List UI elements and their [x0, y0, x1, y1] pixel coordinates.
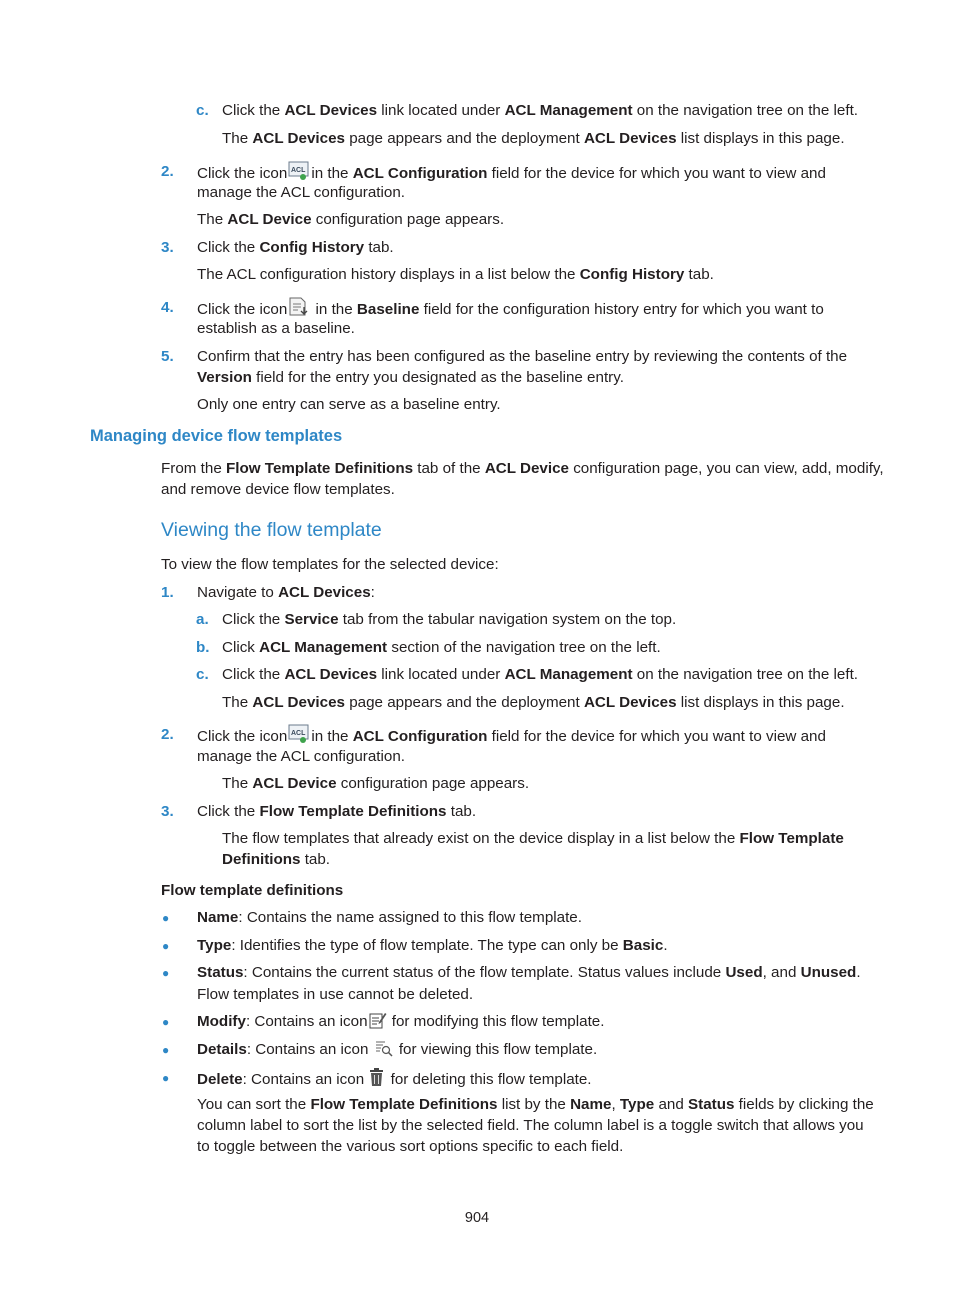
step-number-2: 2.	[161, 726, 174, 743]
step-5-text: Confirm that the entry has been configured as the baseline entry by reviewing the contents of the	[197, 348, 848, 365]
step-number-3: 3.	[161, 239, 174, 256]
step-marker-b: b.	[196, 639, 210, 656]
definition-details: Details: Contains an icon for viewing this flow template.	[197, 1039, 597, 1063]
view-step-2-text: Click the icon ACL in the ACL Configuration field for the device for which you want to view and	[197, 724, 826, 750]
step-2-text-line2: manage the ACL configuration.	[197, 184, 405, 201]
modify-icon	[369, 1011, 387, 1035]
view-step-a-text: Click the Service tab from the tabular navigation system on the top.	[222, 611, 677, 628]
section-intro-line2: and remove device flow templates.	[161, 481, 395, 498]
step-marker-c: c.	[196, 102, 209, 119]
sort-paragraph-line2: column label to sort the list by the selected field. The column label is a toggle switch that allows you	[197, 1117, 864, 1134]
subsection-intro: To view the flow templates for the selected device:	[161, 556, 499, 573]
view-step-1-text: Navigate to ACL Devices:	[197, 584, 375, 601]
bullet: ●	[162, 939, 170, 953]
step-4-text: Click the icon in the Baseline field for the configuration history entry for which you want to	[197, 297, 824, 323]
details-icon	[374, 1039, 394, 1063]
section-heading: Managing device flow templates	[90, 427, 343, 445]
step-2-text: Click the icon ACL in the ACL Configuration field for the device for which you want to view and	[197, 161, 826, 187]
bullet: ●	[162, 1071, 170, 1085]
definition-status-line2: Flow templates in use cannot be deleted.	[197, 986, 474, 1003]
step-4-text-line2: establish as a baseline.	[197, 320, 355, 337]
step-c-result: The ACL Devices page appears and the deployment ACL Devices list displays in this page.	[222, 130, 845, 147]
step-5-text-line2: Version field for the entry you designated as the baseline entry.	[197, 369, 624, 386]
view-step-3-result-line2: Definitions tab.	[222, 851, 331, 868]
bullet: ●	[162, 1015, 170, 1029]
definition-modify: Modify: Contains an icon for modifying this flow template.	[197, 1011, 604, 1035]
definition-status: Status: Contains the current status of the flow template. Status values include Used, and Unused.	[197, 964, 861, 981]
step-number-1: 1.	[161, 584, 174, 601]
step-5-result: Only one entry can serve as a baseline entry.	[197, 396, 501, 413]
view-step-3-text: Click the Flow Template Definitions tab.	[197, 803, 477, 820]
delete-icon	[369, 1067, 385, 1093]
definition-type: Type: Identifies the type of flow template. The type can only be Basic.	[197, 937, 668, 954]
view-step-2-text-line2: manage the ACL configuration.	[197, 748, 405, 765]
step-number-2: 2.	[161, 163, 174, 180]
bullet: ●	[162, 911, 170, 925]
step-number-4: 4.	[161, 299, 174, 316]
step-number-5: 5.	[161, 348, 174, 365]
step-number-3: 3.	[161, 803, 174, 820]
step-3-text: Click the Config History tab.	[197, 239, 394, 256]
page-number: 904	[464, 1210, 490, 1226]
view-step-c-result: The ACL Devices page appears and the deployment ACL Devices list displays in this page.	[222, 694, 845, 711]
bullet: ●	[162, 1043, 170, 1057]
sort-paragraph-line3: to toggle between the various sort options specific to each field.	[197, 1138, 624, 1155]
bullet: ●	[162, 966, 170, 980]
view-step-3-result: The flow templates that already exist on the device display in a list below the Flow Template	[222, 830, 844, 847]
view-step-b-text: Click ACL Management section of the navigation tree on the left.	[222, 639, 661, 656]
definition-name: Name: Contains the name assigned to this flow template.	[197, 909, 582, 926]
step-3-result: The ACL configuration history displays in a list below the Config History tab.	[197, 266, 714, 283]
step-marker-c: c.	[196, 666, 209, 683]
subsection-heading: Viewing the flow template	[161, 519, 382, 541]
step-2-result: The ACL Device configuration page appears.	[197, 211, 505, 228]
view-step-2-result: The ACL Device configuration page appears.	[222, 775, 530, 792]
view-step-c-text: Click the ACL Devices link located under ACL Management on the navigation tree on the left.	[222, 666, 859, 683]
svg-text:ACL: ACL	[291, 730, 306, 737]
definitions-title: Flow template definitions	[161, 882, 344, 899]
step-c-text: Click the ACL Devices link located under ACL Management on the navigation tree on the left.	[222, 102, 859, 119]
section-intro: From the Flow Template Definitions tab of the ACL Device configuration page, you can view, add, modify,	[161, 460, 884, 477]
svg-text:ACL: ACL	[291, 167, 306, 174]
step-marker-a: a.	[196, 611, 209, 628]
definition-delete: Delete: Contains an icon for deleting this flow template.	[197, 1067, 592, 1093]
sort-paragraph: You can sort the Flow Template Definitions list by the Name, Type and Status fields by clicking the	[197, 1096, 874, 1113]
